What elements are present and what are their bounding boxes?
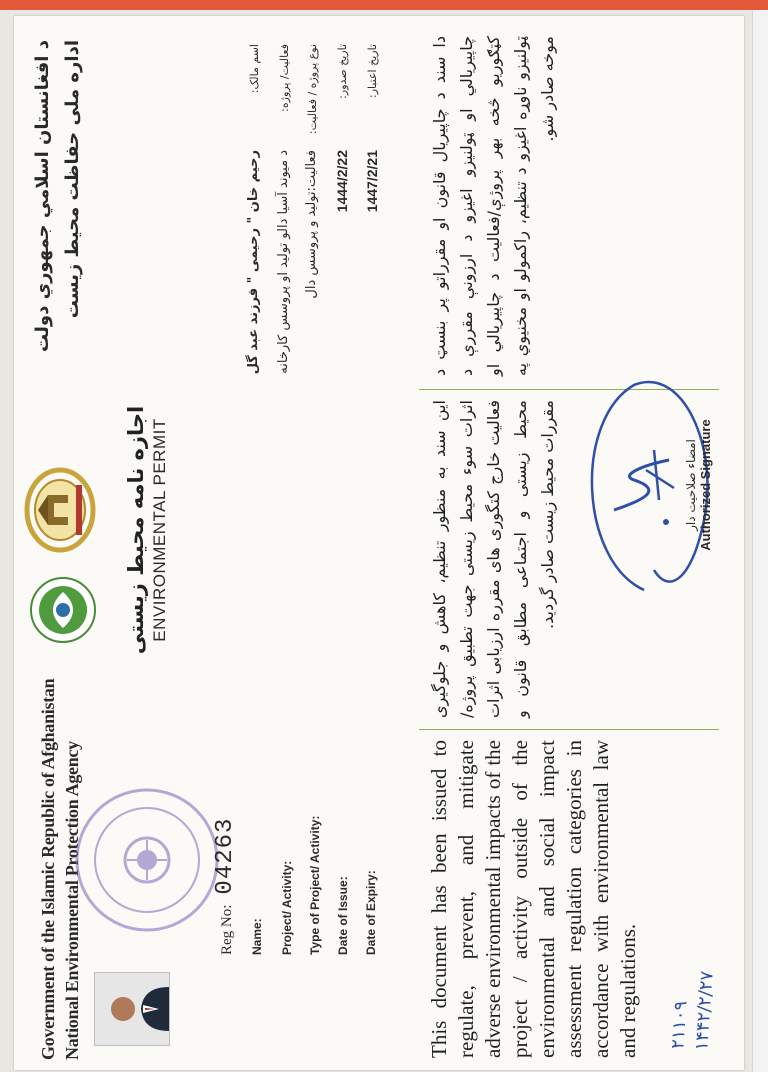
project-label: Project/ Activity: [280,860,294,955]
project-value: د میوند آسیا دالو تولید او پروسس کارخانه [276,150,291,374]
header-fa [28,40,88,370]
expiry-label: Date of Expiry: [364,870,378,955]
body-pashto: دا سند د چاپیریال قانون او مقرراتو پر بنسټ د چاپیریالي او ټولنیزو اغیزو د ارزونې مقررې د کټګوریو څخه بهر پروژې/فعالیت د چاپیریالي او ټولنیزو ناوړه اغیزو د تنظیم، راکمولو او مخنیوي په موخه صادر شو. [430,36,557,376]
name-value: رحیم خان " رحیمی " فرزند عبد گل [246,150,261,375]
header-fa-line1: د افغانستان اسلامي جمهوري دولت [32,40,53,352]
title-fa: اجازه نامه محیط زیستی [124,405,148,655]
title-block [124,390,170,670]
header-en-line2: National Environmental Protection Agency [62,741,82,1060]
issue-value: 1444/2/22 [334,150,350,213]
expiry-value: 1447/2/21 [364,150,380,213]
divider-left [419,729,719,730]
type-value: فعالیت:تولید و پروسس دال [304,150,319,299]
header-fa-line2: اداره ملی حفاظت محیط زیست [62,40,83,319]
body-en: This document has been issued to regulate, prevent, and mitigate adverse environmental impacts of the project / activity outside of the environmental and social impact assessment regulation categories in accordance with environmental law and regulations. [427,740,640,1058]
top-accent-bar [0,0,768,10]
document-landscape [14,16,744,1070]
handwritten-note [666,969,719,1052]
signature-label-en: Authorized Signature [698,419,713,551]
scrollbar-track[interactable] [752,10,768,1072]
name-label-fa: اسم مالک: [248,44,261,94]
body-dari: این سند به منظور تنظیم، کاهش و جلوگیری اثرات سوء محیط زیستی جهت تطبیق پروژه/فعالیت خارج کتگوری های مقرره ارزیابی اثرات محیط زیستی و اجتماعی مطابق قانون و مقررات محیط زیست صادر گردید. [430,400,557,718]
title-en: ENVIRONMENTAL PERMIT [150,418,169,642]
issue-label-fa: تاریخ صدور: [336,44,349,99]
handwritten-number: ۲۱۱۰۹ [667,1000,692,1050]
signature-label-fa: امضاء صلاحیت دار [684,439,698,531]
type-label-fa: نوع پروژه / فعالیت: [306,44,319,135]
afghanistan-emblem-icon [24,465,101,555]
signature-block [684,400,713,570]
project-label-fa: فعالیت/ پروژه: [278,44,291,112]
issue-label: Date of Issue: [336,876,350,955]
handwritten-date: ۱۴۴۲/۲/۲۷ [691,970,718,1052]
expiry-label-fa: تاریخ اعتبار: [366,44,379,99]
nepa-logo-icon [28,575,103,645]
name-label: Name: [250,918,264,955]
reg-label: Reg No: [219,904,235,955]
reg-row [212,818,239,955]
reg-number: 04263 [212,817,239,895]
owner-photo [94,972,170,1046]
type-label: Type of Project/ Activity: [308,815,322,955]
header-en-line1: Government of the Islamic Republic of Afghanistan [38,678,58,1060]
official-seal-stamp [72,785,227,935]
permit-document [14,16,744,1070]
